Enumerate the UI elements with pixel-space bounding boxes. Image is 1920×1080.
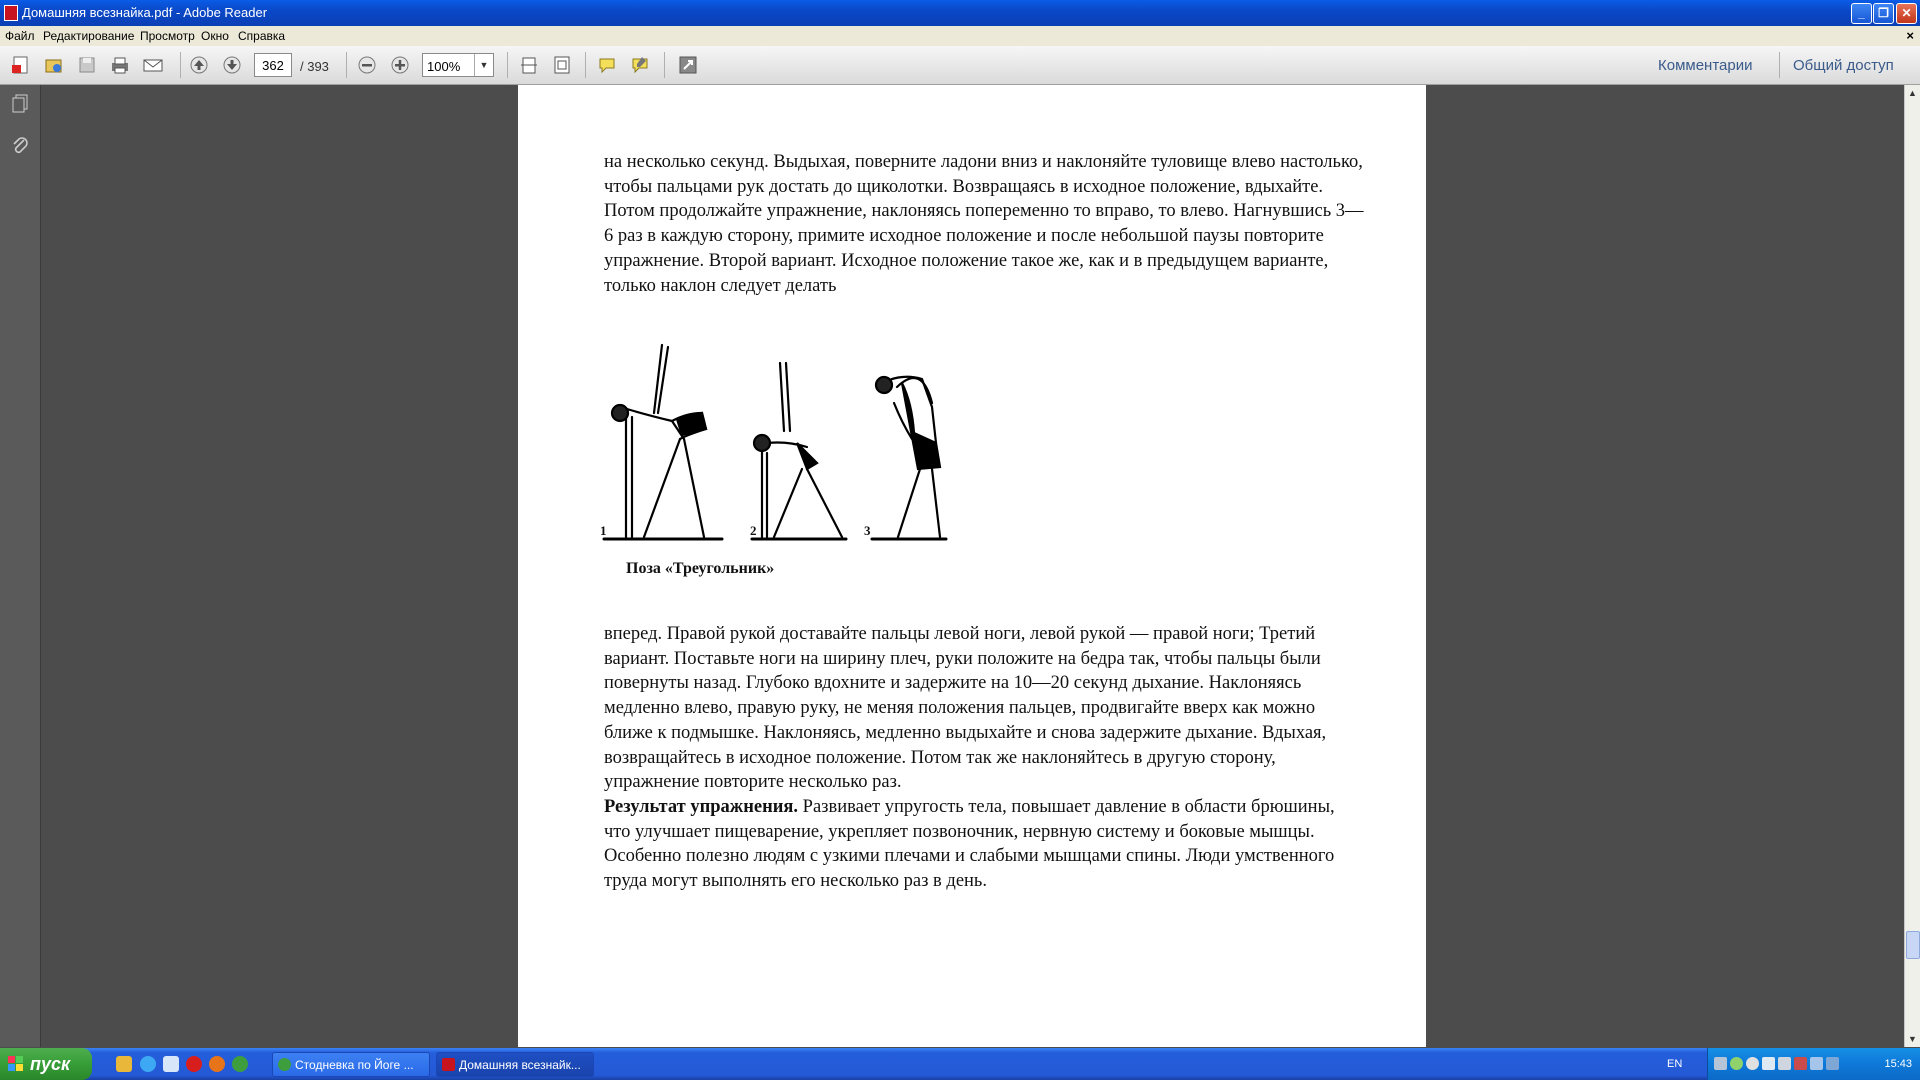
figure-label: 2 (750, 523, 757, 538)
scroll-down-icon[interactable]: ▼ (1908, 1034, 1917, 1044)
body-paragraph: вперед. Правой рукой доставайте пальцы левой ноги, левой рукой — правой ноги; Третий вариант. Поставьте ноги на ширину плеч, руки положите на бедра так, чтобы пальцы были повернуты назад. Глубоко вдохните и задержите на 10—20 секунд дыхание. Наклоняясь медленно влево, правую руку, не меняя положения пальцев, продвигайте вверх как можно ближе к подмышке. Наклоняясь, медленно выдыхайте и снова задержите дыхание. Вдыхая, возвращайтесь в исходное положение. Потом так же наклоняйтесь в другую сторону, упражнение повторите несколько раз. (604, 624, 1327, 793)
title-bar (0, 0, 1920, 26)
firefox-icon[interactable] (209, 1056, 225, 1072)
email-icon[interactable] (142, 55, 164, 75)
attachments-paperclip-icon[interactable] (9, 135, 31, 159)
vertical-scrollbar[interactable] (1904, 85, 1920, 1047)
document-area[interactable] (41, 85, 1904, 1047)
create-pdf-icon[interactable] (10, 55, 32, 75)
toolbar (0, 46, 1920, 85)
toolbar-separator (507, 52, 508, 78)
close-button[interactable]: ✕ (1896, 3, 1917, 24)
body-text-continued (604, 622, 1364, 894)
toolbar-separator (1779, 52, 1780, 78)
chrome-icon (278, 1058, 291, 1071)
display-icon[interactable] (1810, 1057, 1823, 1070)
taskbar-task-chrome[interactable] (272, 1052, 430, 1077)
zoom-in-icon[interactable] (389, 55, 411, 75)
quicklaunch-app-icon[interactable] (116, 1056, 132, 1072)
menu-help[interactable]: Справка (238, 29, 286, 43)
menu-window[interactable]: Окно (201, 29, 229, 43)
print-icon[interactable] (109, 55, 131, 75)
system-tray (1707, 1048, 1920, 1080)
comments-tab[interactable]: Комментарии (1658, 57, 1753, 74)
save-icon[interactable] (76, 55, 98, 75)
messenger-icon[interactable] (1762, 1057, 1775, 1070)
menu-edit[interactable]: Редактирование (43, 29, 135, 43)
start-label: пуск (30, 1054, 71, 1074)
minimize-button[interactable]: _ (1851, 3, 1872, 24)
menu-file[interactable]: Файл (5, 29, 35, 43)
page-thumbnails-icon[interactable] (9, 93, 31, 117)
update-icon[interactable] (1746, 1057, 1759, 1070)
safely-remove-icon[interactable] (1826, 1057, 1839, 1070)
task-label: Стодневка по Йоге ... (295, 1058, 414, 1072)
previous-page-icon[interactable] (188, 55, 210, 75)
highlight-icon[interactable] (629, 55, 651, 75)
figure-label: 3 (864, 523, 871, 538)
zoom-input[interactable] (423, 54, 479, 78)
comment-icon[interactable] (596, 55, 618, 75)
menu-view[interactable]: Просмотр (140, 29, 195, 43)
chevron-down-icon[interactable]: ▼ (474, 54, 493, 76)
figure-label: 1 (600, 523, 607, 538)
scroll-up-icon[interactable]: ▲ (1908, 88, 1917, 98)
show-desktop-icon[interactable] (163, 1056, 179, 1072)
language-indicator[interactable]: EN (1667, 1058, 1683, 1070)
figure-caption: Поза «Треугольник» (626, 560, 775, 577)
restore-button[interactable]: ❐ (1873, 3, 1894, 24)
fit-page-icon[interactable] (551, 55, 573, 75)
page-number-input[interactable] (254, 53, 292, 77)
window-title: Домашняя всезнайка.pdf - Adobe Reader (22, 5, 268, 20)
taskbar (0, 1048, 1920, 1080)
windows-logo-icon (8, 1056, 24, 1072)
zoom-out-icon[interactable] (356, 55, 378, 75)
clock[interactable]: 15:43 (1884, 1058, 1912, 1070)
page-total: / 393 (300, 59, 329, 74)
zoom-select[interactable] (422, 53, 494, 77)
document-close-button[interactable]: × (1906, 28, 1914, 43)
taskbar-task-adobe-reader[interactable] (436, 1052, 594, 1077)
fit-width-icon[interactable] (518, 55, 540, 75)
toolbar-separator (180, 52, 181, 78)
result-text: Развивает упругость тела, повышает давление в области брюшины, что улучшает пищеварение, укрепляет позвоночник, нервную систему и боковые мышцы. Особенно полезно людям с узкими плечами и слабыми мышцами спины. Люди умственного труда могут выполнять его несколько раз в день. (604, 796, 1335, 892)
menu-bar (0, 26, 1920, 46)
adobe-reader-icon (442, 1058, 455, 1071)
result-paragraph (604, 795, 1364, 894)
triangle-pose-illustration (602, 343, 992, 543)
open-file-icon[interactable] (43, 55, 65, 75)
internet-explorer-icon[interactable] (140, 1056, 156, 1072)
volume-icon[interactable] (1778, 1057, 1791, 1070)
task-label: Домашняя всезнайк... (459, 1058, 581, 1072)
network-icon[interactable] (1714, 1057, 1727, 1070)
result-heading: Результат упражнения. (604, 796, 799, 817)
opera-icon[interactable] (186, 1056, 202, 1072)
pdf-page (518, 85, 1426, 1047)
scrollbar-thumb[interactable] (1906, 931, 1920, 959)
chrome-icon[interactable] (232, 1056, 248, 1072)
antivirus-icon[interactable] (1730, 1057, 1743, 1070)
start-button[interactable] (0, 1048, 92, 1080)
next-page-icon[interactable] (221, 55, 243, 75)
toolbar-separator (664, 52, 665, 78)
navigation-pane (0, 85, 41, 1047)
expand-icon[interactable] (677, 55, 699, 75)
toolbar-separator (585, 52, 586, 78)
adobe-reader-icon (4, 5, 18, 21)
share-tab[interactable]: Общий доступ (1793, 57, 1894, 74)
body-paragraph: на несколько секунд. Выдыхая, поверните ладони вниз и наклоняйте туловище влево настолько, чтобы пальцами рук достать до щиколотки. Возвращаясь в исходное положение, вдыхайте. Потом продолжайте упражнение, наклоняясь попеременно то вправо, то влево. Нагнувшись 3—6 раз в каждую сторону, примите исходное положение и после небольшой паузы повторите упражнение. Второй вариант. Исходное положение такое же, как и в предыдущем варианте, только наклон следует делать (604, 152, 1364, 296)
toolbar-separator (346, 52, 347, 78)
language-flag-icon[interactable] (1794, 1057, 1807, 1070)
